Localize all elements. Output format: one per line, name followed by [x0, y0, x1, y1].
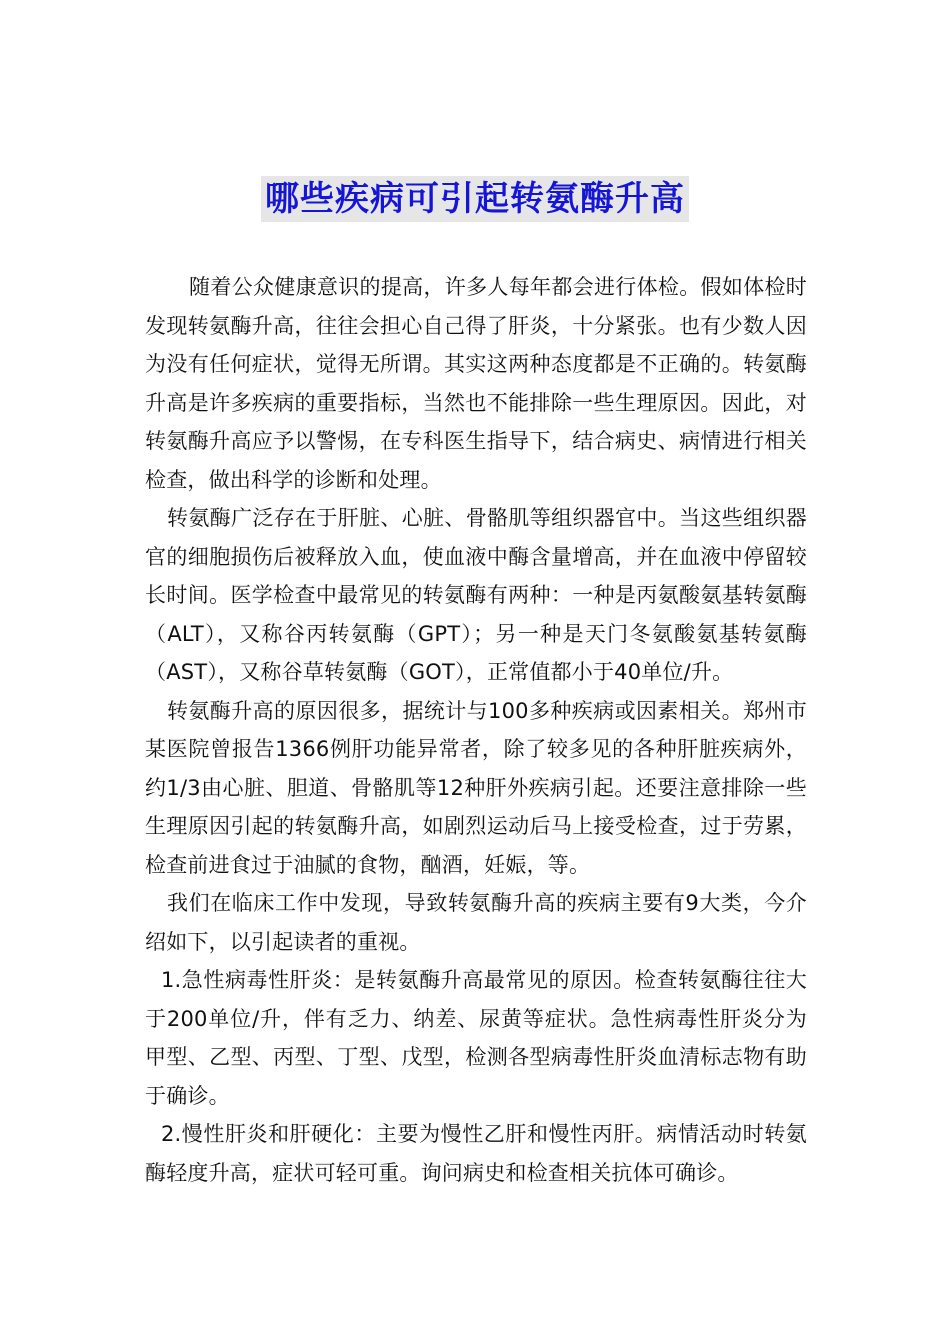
- document-title: 哪些疾病可引起转氨酶升高: [261, 176, 689, 222]
- paragraph-nine-categories: 我们在临床工作中发现，导致转氨酶升高的疾病主要有9大类，今介绍如下，以引起读者的重视。: [145, 891, 807, 954]
- paragraph-item-chronic-hepatitis: 2.慢性肝炎和肝硬化：主要为慢性乙肝和慢性丙肝。病情活动时转氨酶轻度升高，症状可轻可重。询问病史和检查相关抗体可确诊。: [145, 1122, 807, 1185]
- document-body: [145, 268, 807, 1192]
- paragraph-item-acute-hepatitis: 1.急性病毒性肝炎：是转氨酶升高最常见的原因。检查转氨酶往往大于200单位/升，伴有乏力、纳差、尿黄等症状。急性病毒性肝炎分为甲型、乙型、丙型、丁型、戊型，检测各型病毒性肝炎血清标志物有助于确诊。: [145, 968, 807, 1108]
- paragraph-causes: 转氨酶升高的原因很多，据统计与100多种疾病或因素相关。郑州市某医院曾报告1366例肝功能异常者，除了较多见的各种肝脏疾病外，约1/3由心脏、胆道、骨骼肌等12种肝外疾病引起。还要注意排除一些生理原因引起的转氨酶升高，如剧烈运动后马上接受检查，过于劳累，检查前进食过于油腻的食物，酗酒，妊娠，等。: [145, 698, 807, 877]
- paragraph-transaminase-overview: 转氨酶广泛存在于肝脏、心脏、骨骼肌等组织器官中。当这些组织器官的细胞损伤后被释放入血，使血液中酶含量增高，并在血液中停留较长时间。医学检查中最常见的转氨酶有两种：一种是丙氨酸氨基转氨酶（ALT），又称谷丙转氨酶（GPT）；另一种是天门冬氨酸氨基转氨酶（AST），又称谷草转氨酶（GOT），正常值都小于40单位/升。: [145, 506, 807, 684]
- paragraph-intro: 随着公众健康意识的提高，许多人每年都会进行体检。假如体检时发现转氨酶升高，往往会担心自己得了肝炎，十分紧张。也有少数人因为没有任何症状，觉得无所谓。其实这两种态度都是不正确的。转氨酶升高是许多疾病的重要指标，当然也不能排除一些生理原因。因此，对转氨酶升高应予以警惕，在专科医生指导下，结合病史、病情进行相关检查，做出科学的诊断和处理。: [145, 275, 807, 492]
- title-container: [0, 176, 950, 222]
